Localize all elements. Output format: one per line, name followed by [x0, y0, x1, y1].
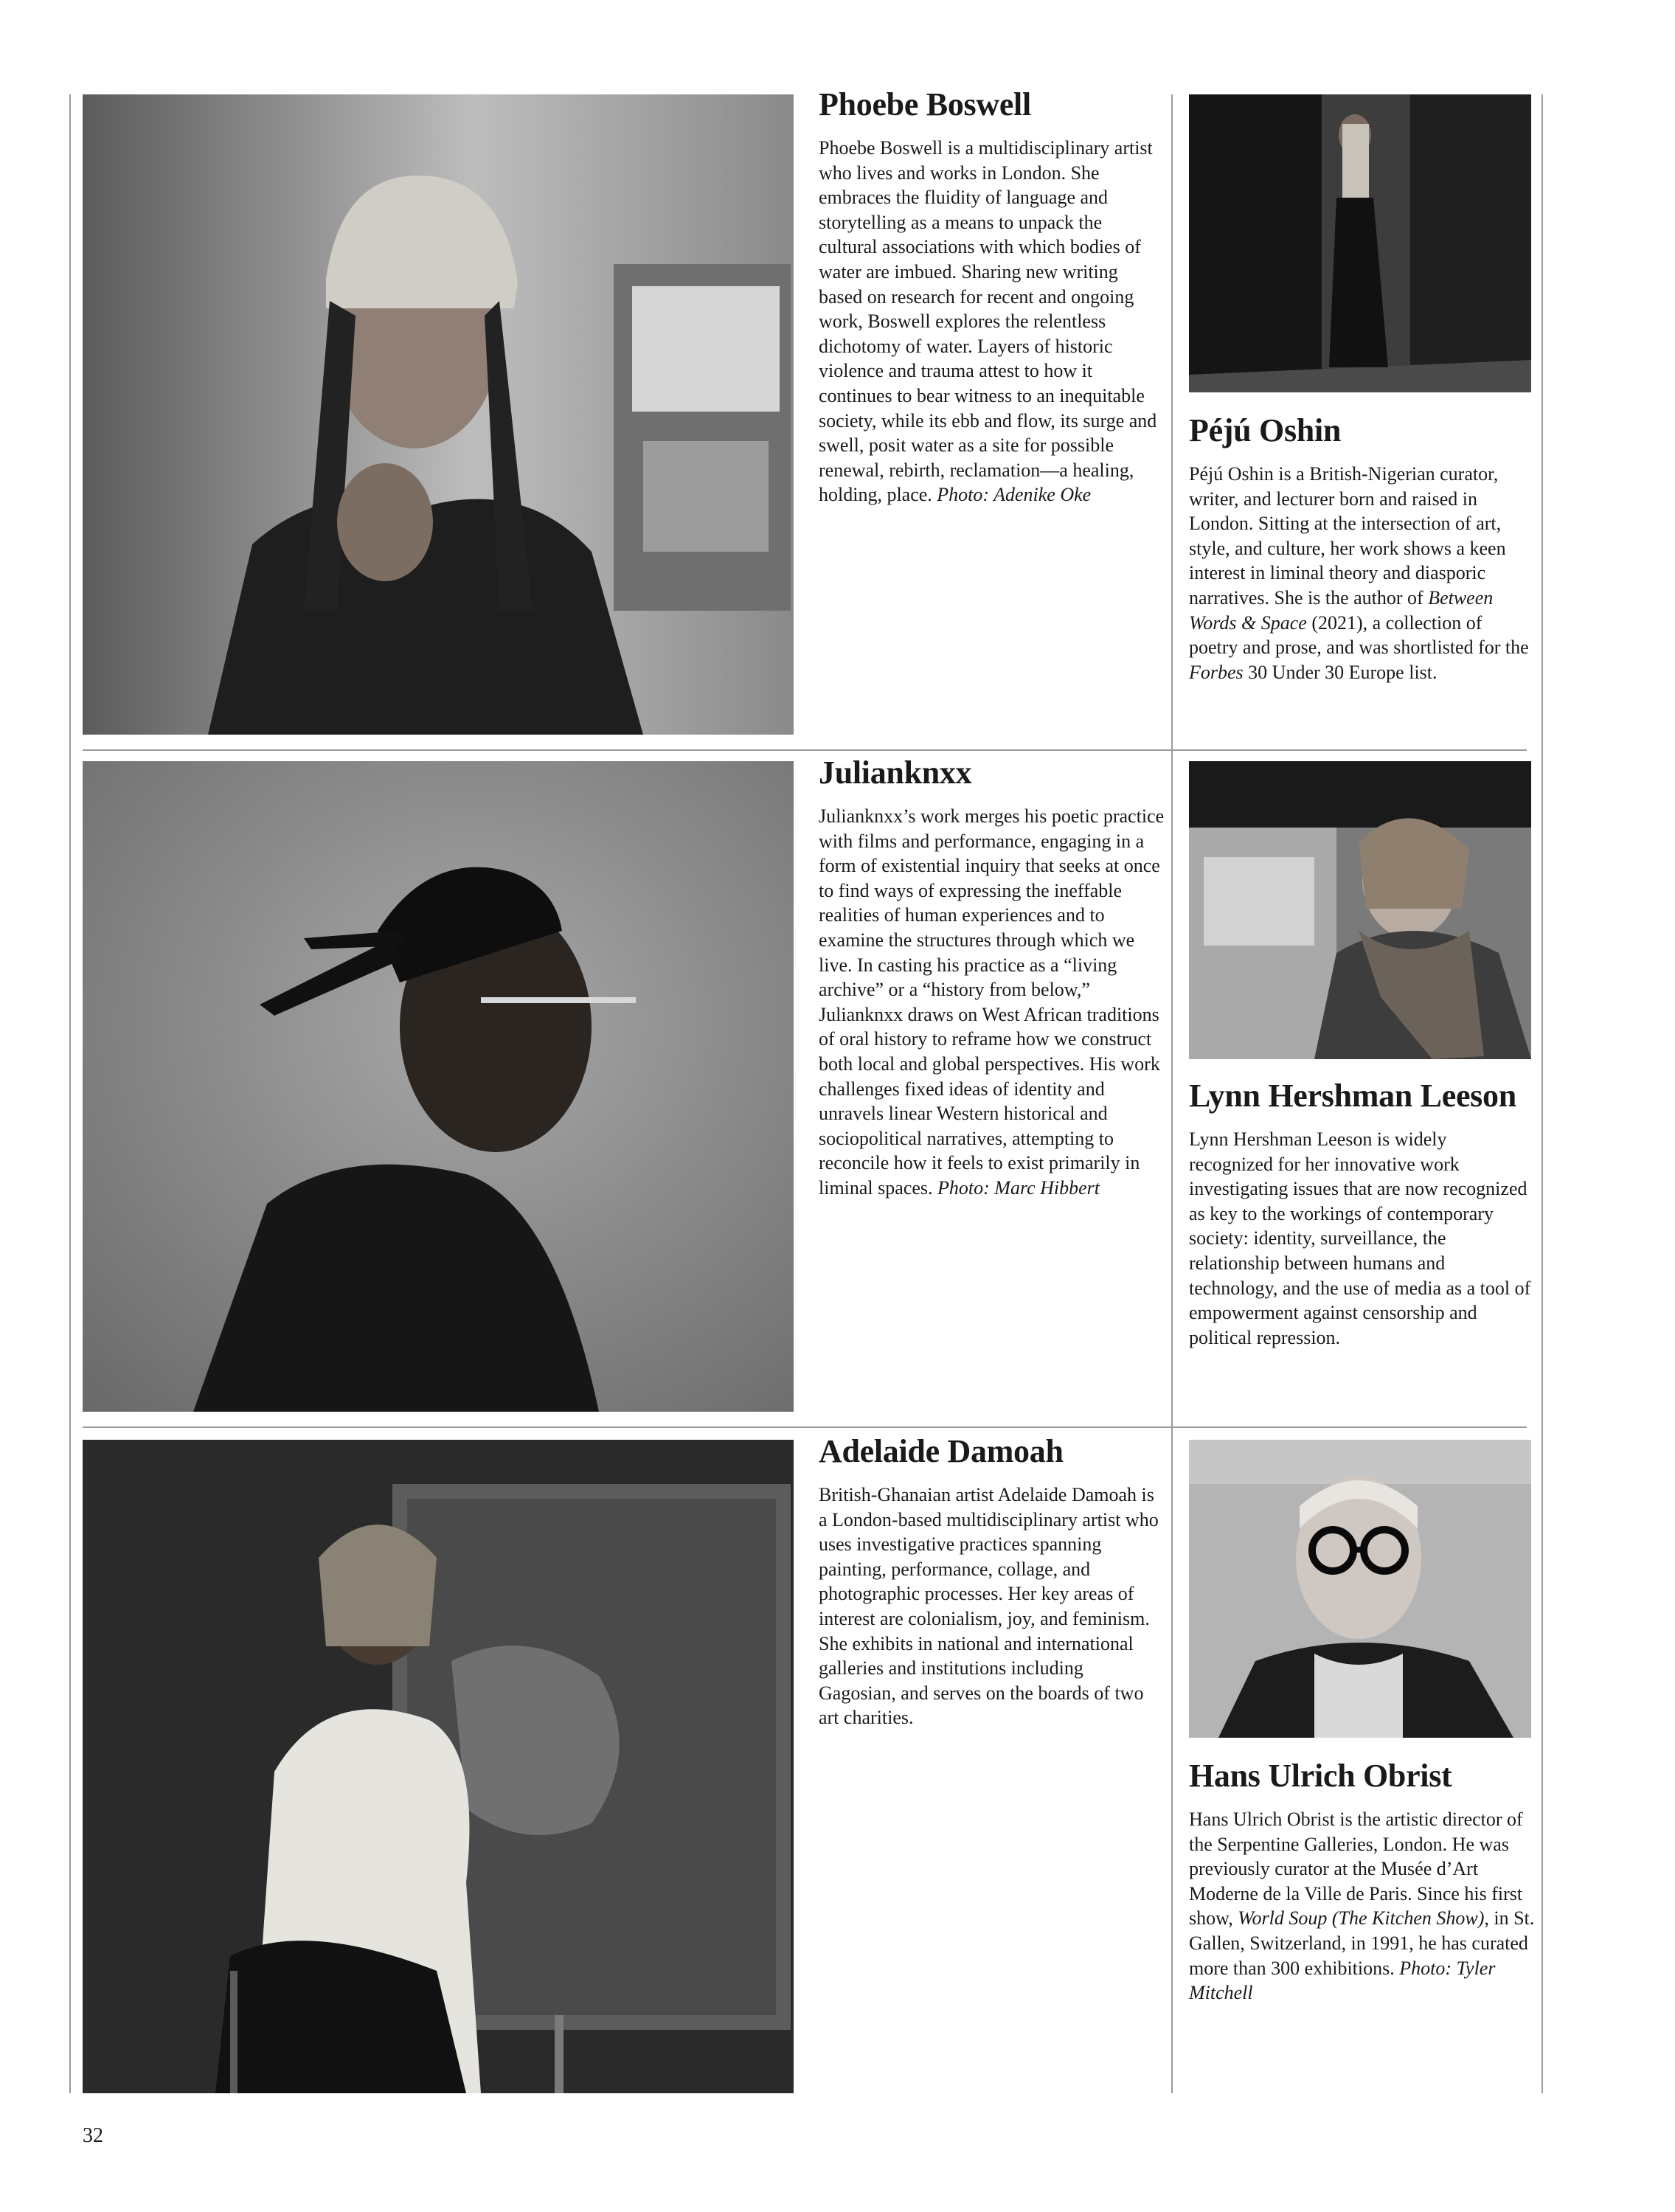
book-title: Between Words & Space [1189, 586, 1494, 634]
photo-credit: Photo: Adenike Oke [937, 484, 1092, 506]
peju-oshin-entry [1189, 413, 1536, 684]
julianknxx-photo [83, 761, 794, 1412]
row-divider-rule-1 [83, 749, 1527, 751]
page-number: 32 [83, 2124, 103, 2147]
profile-bio: Hans Ulrich Obrist is the artistic director of the Serpentine Galleries, London. He was previously curator at the Musée d’Art Moderne de la Ville de Paris. Since his first show, World Soup (The Kitchen Show), in St. Gallen, Switzerland, in 1991, he has curated more than 300 exhibitions. Photo: Tyler Mitchell [1189, 1809, 1535, 2004]
hans-ulrich-obrist-entry [1189, 1758, 1536, 2005]
profile-bio: Péjú Oshin is a British-Nigerian curator, writer, and lecturer born and raised in London. Sitting at the intersection of art, style, and culture, her work shows a keen interest in liminal theory and diasporic narratives. She is the author of Between Words & Space (2021), a collection of poetry and prose, and was shortlisted for the Forbes 30 Under 30 Europe list. [1189, 463, 1529, 683]
adelaide-damoah-entry [819, 1434, 1165, 1730]
profile-name: Julianknxx [819, 755, 972, 791]
profile-bio: Julianknxx’s work merges his poetic practice with films and performance, engaging in a form of existential inquiry that seeks at once to find ways of expressing the ineffable realities of human experiences and to examine the structures through which we live. In casting his practice as a “living archive” or a “history from below,” Julianknxx draws on West African traditions of oral history to reframe how we construct both local and global perspectives. His work challenges fixed ideas of identity and unravels linear Western historical and sociopolitical narratives, attempting to reconcile how it feels to exist primarily in liminal spaces. Photo: Marc Hibbert [819, 805, 1165, 1199]
left-margin-rule [69, 94, 71, 2093]
julianknxx-entry [819, 755, 1165, 1201]
profile-bio: Phoebe Boswell is a multidisciplinary artist who lives and works in London. She embraces the fluidity of language and storytelling as a means to unpack the cultural associations with which bodies of water are imbued. Sharing new writing based on research for recent and ongoing work, Boswell explores the relentless dichotomy of water. Layers of historic violence and trauma attest to how it continues to bear witness to an inequitable society, while its ebb and flow, its surge and swell, posit water as a site for possible renewal, rebirth, reclamation—a healing, holding, place. Photo: Adenike Oke [819, 137, 1157, 506]
phoebe-boswell-entry [819, 87, 1165, 507]
peju-oshin-photo [1189, 94, 1531, 392]
profile-name: Hans Ulrich Obrist [1189, 1758, 1452, 1794]
adelaide-damoah-photo [83, 1440, 794, 2093]
profile-name: Phoebe Boswell [819, 86, 1031, 122]
lynn-hershman-leeson-entry [1189, 1078, 1536, 1350]
profile-name: Lynn Hershman Leeson [1189, 1078, 1516, 1114]
publication-title: Forbes [1189, 661, 1244, 683]
photo-credit: Photo: Marc Hibbert [937, 1176, 1100, 1199]
profile-name: Adelaide Damoah [819, 1433, 1064, 1469]
photo-credit: Photo: Tyler Mitchell [1189, 1957, 1496, 2004]
phoebe-boswell-photo [83, 94, 794, 735]
row-divider-rule-2 [83, 1426, 1527, 1428]
profile-name: Péjú Oshin [1189, 412, 1342, 448]
lynn-hershman-leeson-photo [1189, 761, 1531, 1059]
exhibition-title: World Soup (The Kitchen Show) [1238, 1907, 1485, 1930]
column-divider-rule [1171, 94, 1173, 2093]
profile-bio: British-Ghanaian artist Adelaide Damoah is a London-based multidisciplinary artist who uses investigative practices spanning painting, performance, collage, and photographic processes. Her key areas of interest are colonialism, joy, and feminism. She exhibits in national and international galleries and institutions including Gagosian, and serves on the boards of two art charities. [819, 1484, 1159, 1729]
right-margin-rule [1542, 94, 1543, 2093]
profile-bio: Lynn Hershman Leeson is widely recognized for her innovative work investigating issues that are now recognized as key to the workings of contemporary society: identity, surveillance, the relationship between humans and technology, and the use of media as a tool of empowerment against censorship and political repression. [1189, 1128, 1531, 1348]
hans-ulrich-obrist-photo [1189, 1440, 1531, 1738]
